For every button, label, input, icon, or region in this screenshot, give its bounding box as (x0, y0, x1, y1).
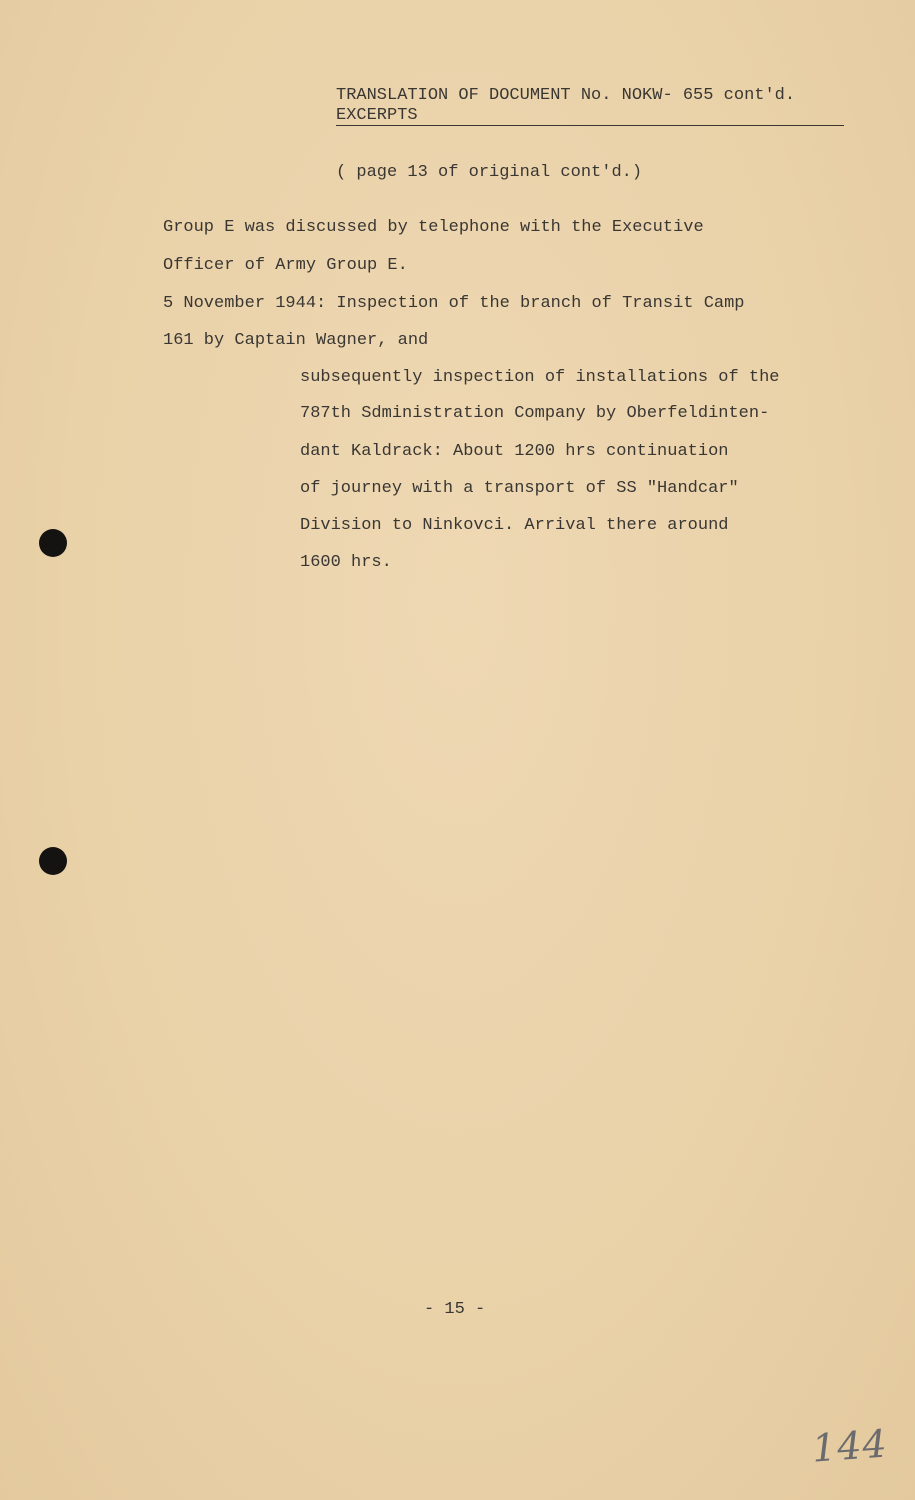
handwritten-archive-number: 144 (810, 1421, 889, 1471)
header-underline (336, 125, 844, 126)
body-line: 5 November 1944: Inspection of the branch of Transit Camp (163, 294, 745, 313)
indented-line: dant Kaldrack: About 1200 hrs continuation (300, 442, 729, 461)
page-reference: ( page 13 of original cont'd.) (336, 163, 643, 182)
header-title: TRANSLATION OF DOCUMENT No. NOKW- 655 cont'd. (336, 86, 796, 105)
indented-line: 787th Sdministration Company by Oberfeldinten- (300, 404, 770, 423)
body-line: Group E was discussed by telephone with the Executive (163, 218, 704, 237)
body-line: 161 by Captain Wagner, and (163, 331, 429, 350)
indented-line: subsequently inspection of installations of the (300, 368, 780, 387)
page-number: - 15 - (424, 1300, 486, 1319)
punch-hole-bottom (39, 847, 67, 875)
indented-line: of journey with a transport of SS "Handcar" (300, 479, 739, 498)
punch-hole-top (39, 529, 67, 557)
document-header (336, 86, 844, 126)
header-excerpts: EXCERPTS (336, 106, 418, 125)
indented-line: 1600 hrs. (300, 553, 392, 572)
indented-line: Division to Ninkovci. Arrival there around (300, 516, 729, 535)
body-line: Officer of Army Group E. (163, 256, 408, 275)
